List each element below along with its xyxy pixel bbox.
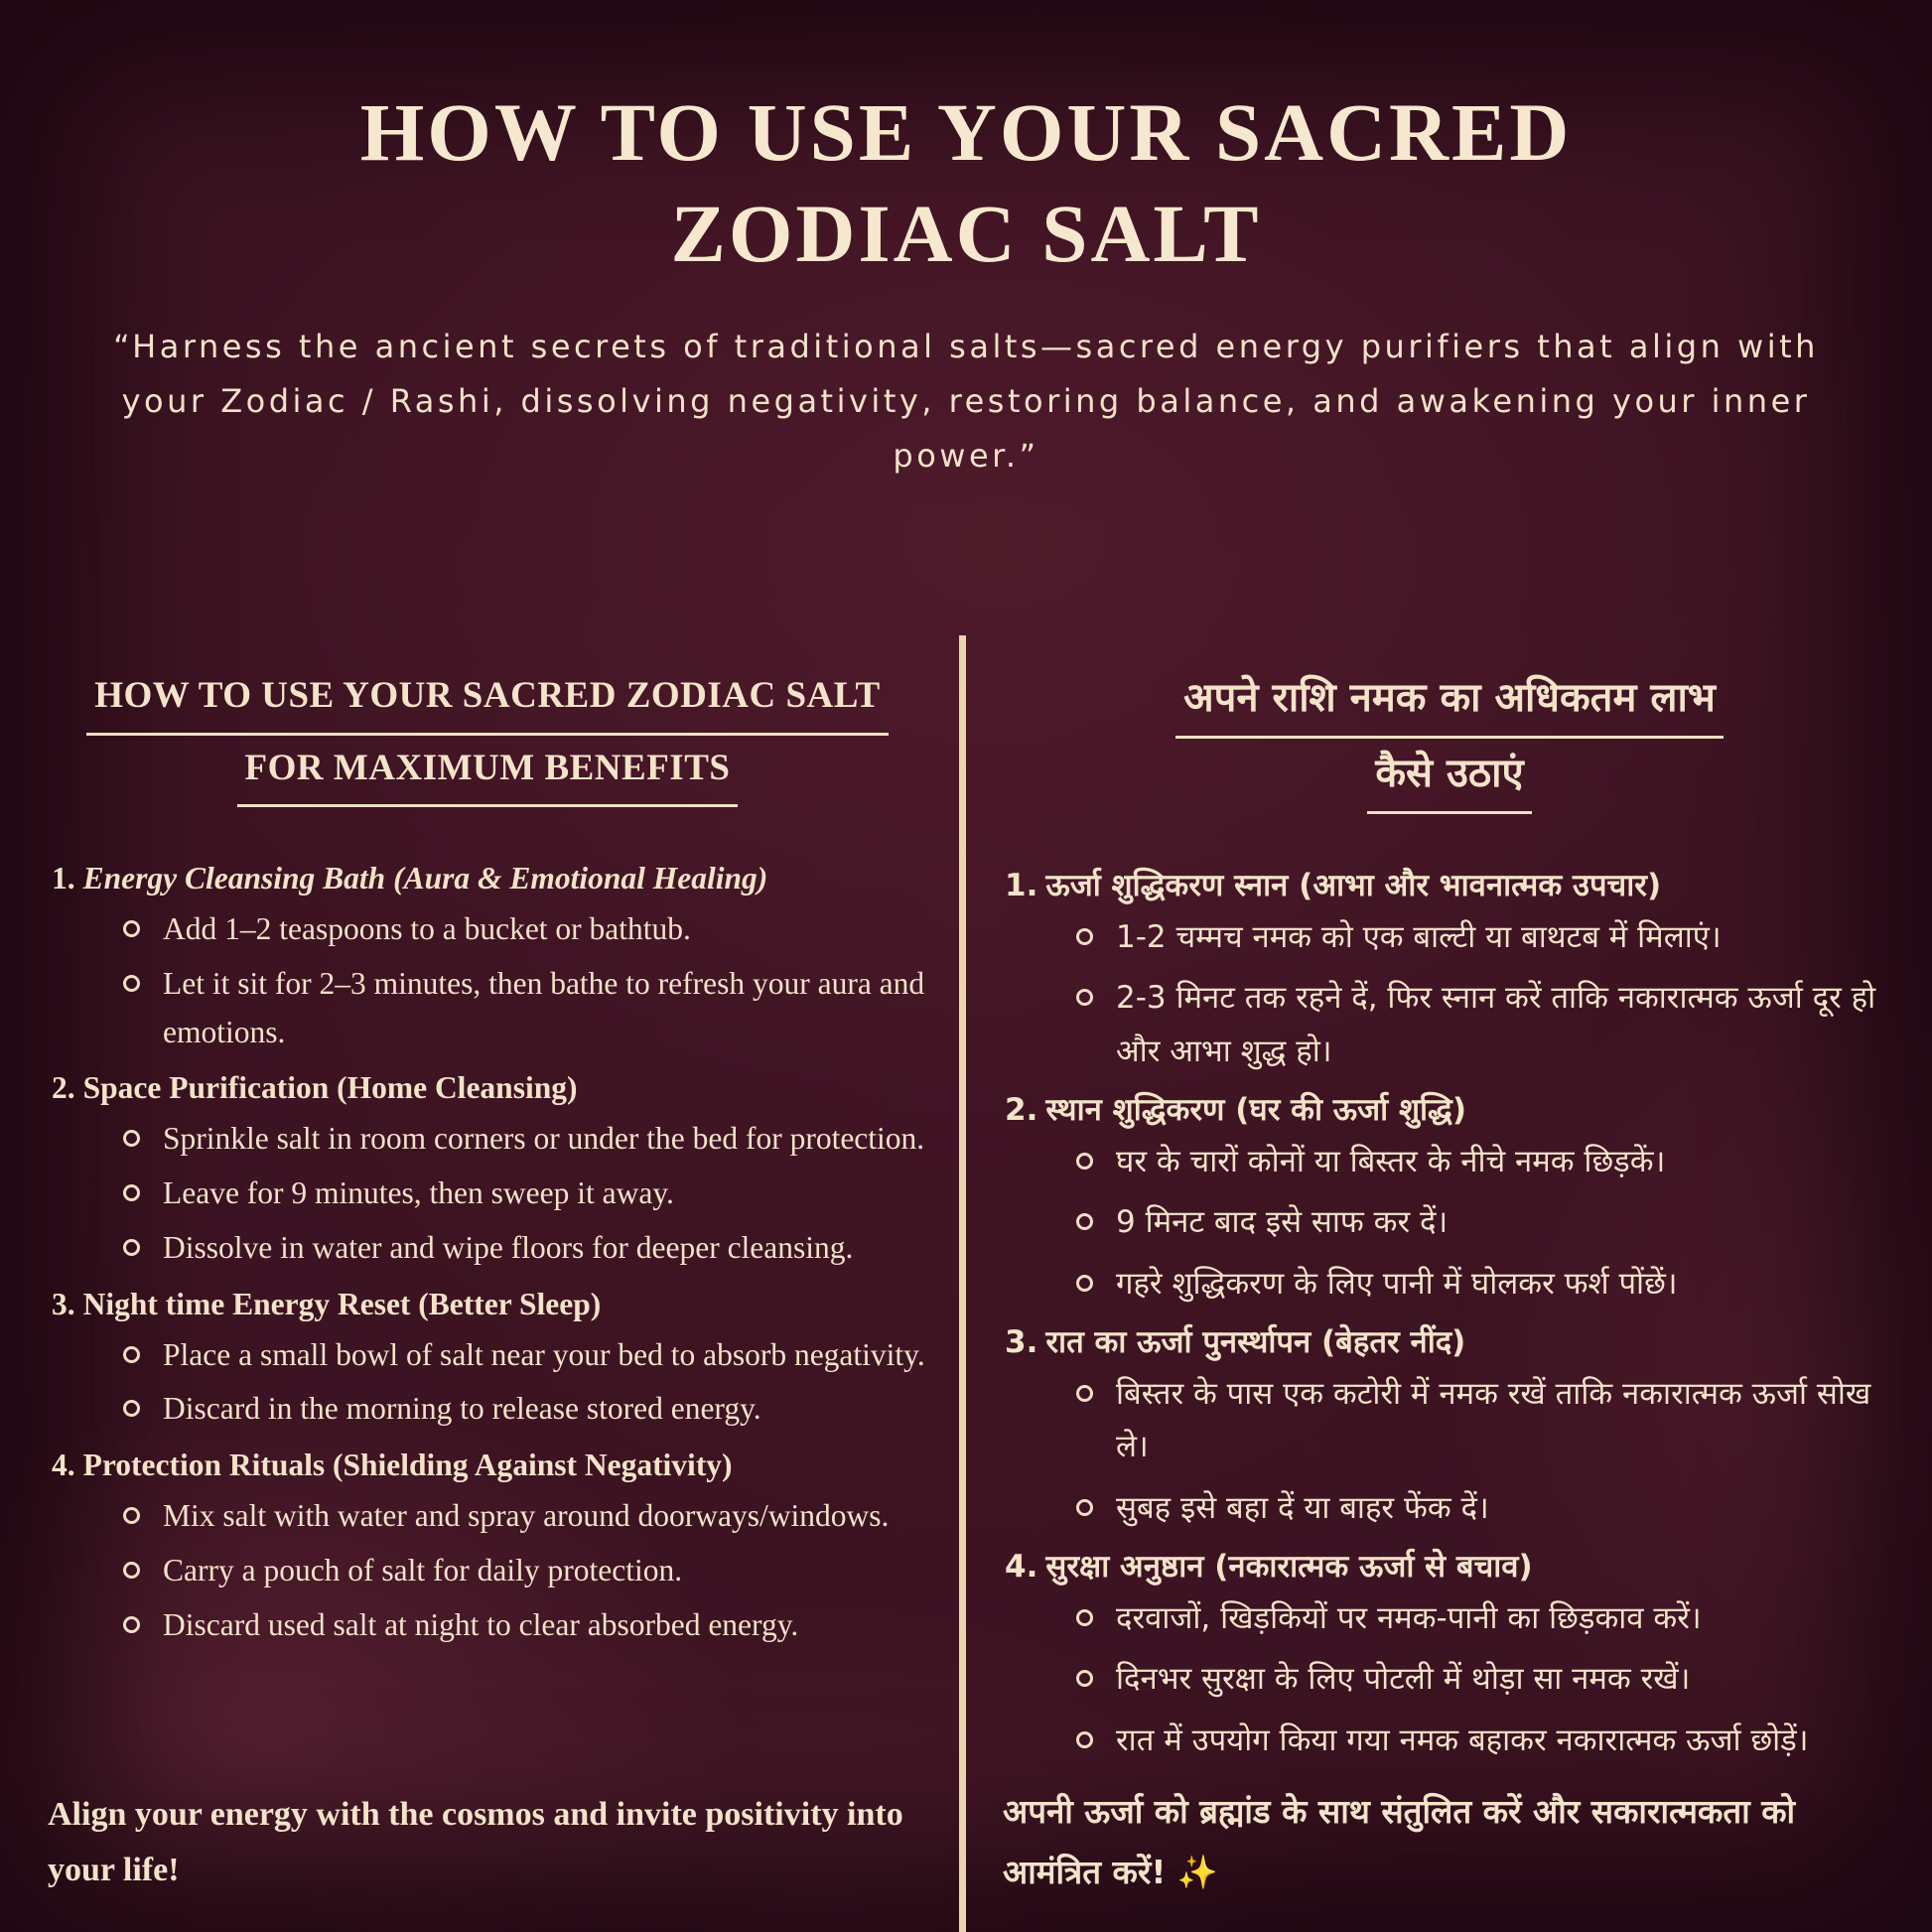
list-item: [50, 1442, 929, 1649]
bullet-point: Add 1–2 teaspoons to a bucket or bathtub.: [115, 905, 929, 954]
item-number: 3.: [1005, 1323, 1038, 1360]
item-title: Protection Rituals (Shielding Against Negativity): [82, 1448, 733, 1483]
item-heading: [50, 1064, 929, 1113]
item-points: [1003, 1368, 1900, 1535]
item-points: [50, 1115, 929, 1272]
bullet-point: रात में उपयोग किया गया नमक बहाकर नकारात्मक ऊर्जा छोड़ें।: [1068, 1715, 1900, 1767]
list-item: [1003, 1086, 1900, 1311]
bullet-point: Mix salt with water and spray around doorways/windows.: [115, 1492, 929, 1541]
bullet-point: Leave for 9 minutes, then sweep it away.: [115, 1170, 929, 1218]
hindi-section-heading: [999, 663, 1900, 814]
item-heading: [1003, 1318, 1900, 1366]
list-item: [50, 1064, 929, 1272]
page-title: [0, 81, 1932, 284]
item-number: 4.: [52, 1448, 75, 1483]
item-number: 1.: [52, 861, 75, 897]
bullet-point: सुबह इसे बहा दें या बाहर फेंक दें।: [1068, 1482, 1900, 1535]
intro-quote: “Harness the ancient secrets of traditional salts—sacred energy purifiers that align with your Zodiac / Rashi, dissolving negativity, restoring balance, and awakening your inner power.”: [113, 328, 1819, 476]
item-title: Space Purification (Home Cleansing): [82, 1070, 578, 1106]
bullet-point: Place a small bowl of salt near your bed to absorb negativity.: [115, 1331, 929, 1380]
english-heading-line-1: HOW TO USE YOUR SACRED ZODIAC SALT: [86, 663, 888, 736]
bullet-point: Sprinkle salt in room corners or under the bed for protection.: [115, 1115, 929, 1164]
bullet-point: Dissolve in water and wipe floors for deeper cleansing.: [115, 1224, 929, 1273]
bullet-point: घर के चारों कोनों या बिस्तर के नीचे नमक छिड़कें।: [1068, 1136, 1900, 1188]
english-section-heading: [46, 663, 929, 807]
page-title-line-2: ZODIAC SALT: [670, 188, 1262, 280]
item-title: सुरक्षा अनुष्ठान (नकारात्मक ऊर्जा से बचाव): [1045, 1548, 1533, 1585]
item-title: ऊर्जा शुद्धिकरण स्नान (आभा और भावनात्मक उपचार): [1045, 868, 1662, 903]
bullet-point: Let it sit for 2–3 minutes, then bathe to refresh your aura and emotions.: [115, 960, 929, 1057]
item-points: [50, 905, 929, 1056]
hindi-footer-text: अपनी ऊर्जा को ब्रह्मांड के साथ संतुलित करें और सकारात्मकता को आमंत्रित करें!: [1003, 1791, 1796, 1891]
item-title: रात का ऊर्जा पुनर्स्थापन (बेहतर नींद): [1045, 1323, 1466, 1360]
item-title: Energy Cleansing Bath (Aura & Emotional Healing): [82, 861, 768, 897]
bullet-point: 9 मिनट बाद इसे साफ कर दें।: [1068, 1196, 1900, 1249]
english-heading-line-2: FOR MAXIMUM BENEFITS: [237, 736, 739, 808]
hindi-instructions-list: [999, 862, 1900, 1775]
sparkles-icon: ✨: [1176, 1852, 1219, 1891]
bullet-point: Carry a pouch of salt for daily protection.: [115, 1547, 929, 1595]
item-heading: [50, 855, 929, 903]
english-instructions-list: [46, 855, 929, 1657]
item-points: [1003, 911, 1900, 1078]
list-item: [50, 855, 929, 1056]
hindi-heading-line-2: कैसे उठाएं: [1367, 739, 1531, 814]
list-item: [50, 1281, 929, 1434]
bullet-point: 2-3 मिनट तक रहने दें, फिर स्नान करें ताकि नकारात्मक ऊर्जा दूर हो और आभा शुद्ध हो।: [1068, 972, 1900, 1078]
bullet-point: Discard in the morning to release stored energy.: [115, 1385, 929, 1434]
item-number: 3.: [52, 1286, 75, 1321]
item-heading: [50, 1442, 929, 1490]
bullet-point: दिनभर सुरक्षा के लिए पोटली में थोड़ा सा नमक रखें।: [1068, 1653, 1900, 1706]
hindi-heading-line-1: अपने राशि नमक का अधिकतम लाभ: [1175, 663, 1724, 739]
item-points: [50, 1331, 929, 1435]
bullet-point: Discard used salt at night to clear absorbed energy.: [115, 1601, 929, 1650]
item-heading: [1003, 1086, 1900, 1134]
item-title: स्थान शुद्धिकरण (घर की ऊर्जा शुद्धि): [1045, 1091, 1466, 1128]
bullet-point: बिस्तर के पास एक कटोरी में नमक रखें ताकि नकारात्मक ऊर्जा सोख ले।: [1068, 1368, 1900, 1474]
hindi-footer-note: [999, 1781, 1900, 1932]
item-points: [1003, 1592, 1900, 1767]
bullet-point: गहरे शुद्धिकरण के लिए पानी में घोलकर फर्श पोंछें।: [1068, 1258, 1900, 1311]
item-number: 2.: [52, 1070, 75, 1106]
bullet-point: 1-2 चम्मच नमक को एक बाल्टी या बाथटब में मिलाएं।: [1068, 911, 1900, 964]
english-section: [46, 663, 929, 1932]
item-number: 2.: [1005, 1091, 1038, 1128]
item-points: [50, 1492, 929, 1649]
item-heading: [1003, 1543, 1900, 1590]
item-heading: [1003, 862, 1900, 909]
item-number: 1.: [1005, 868, 1038, 903]
hindi-section: [999, 663, 1900, 1932]
list-item: [1003, 1318, 1900, 1535]
page-title-line-1: HOW TO USE YOUR SACRED: [359, 86, 1573, 178]
column-divider: [959, 635, 966, 1932]
item-title: Night time Energy Reset (Better Sleep): [82, 1286, 602, 1321]
item-points: [1003, 1136, 1900, 1311]
list-item: [1003, 862, 1900, 1078]
english-footer-note: Align your energy with the cosmos and invite positivity into your life!: [48, 1795, 903, 1888]
item-number: 4.: [1005, 1548, 1038, 1585]
bullet-point: दरवाजों, खिड़कियों पर नमक-पानी का छिड़काव करें।: [1068, 1592, 1900, 1645]
list-item: [1003, 1543, 1900, 1767]
item-heading: [50, 1281, 929, 1329]
